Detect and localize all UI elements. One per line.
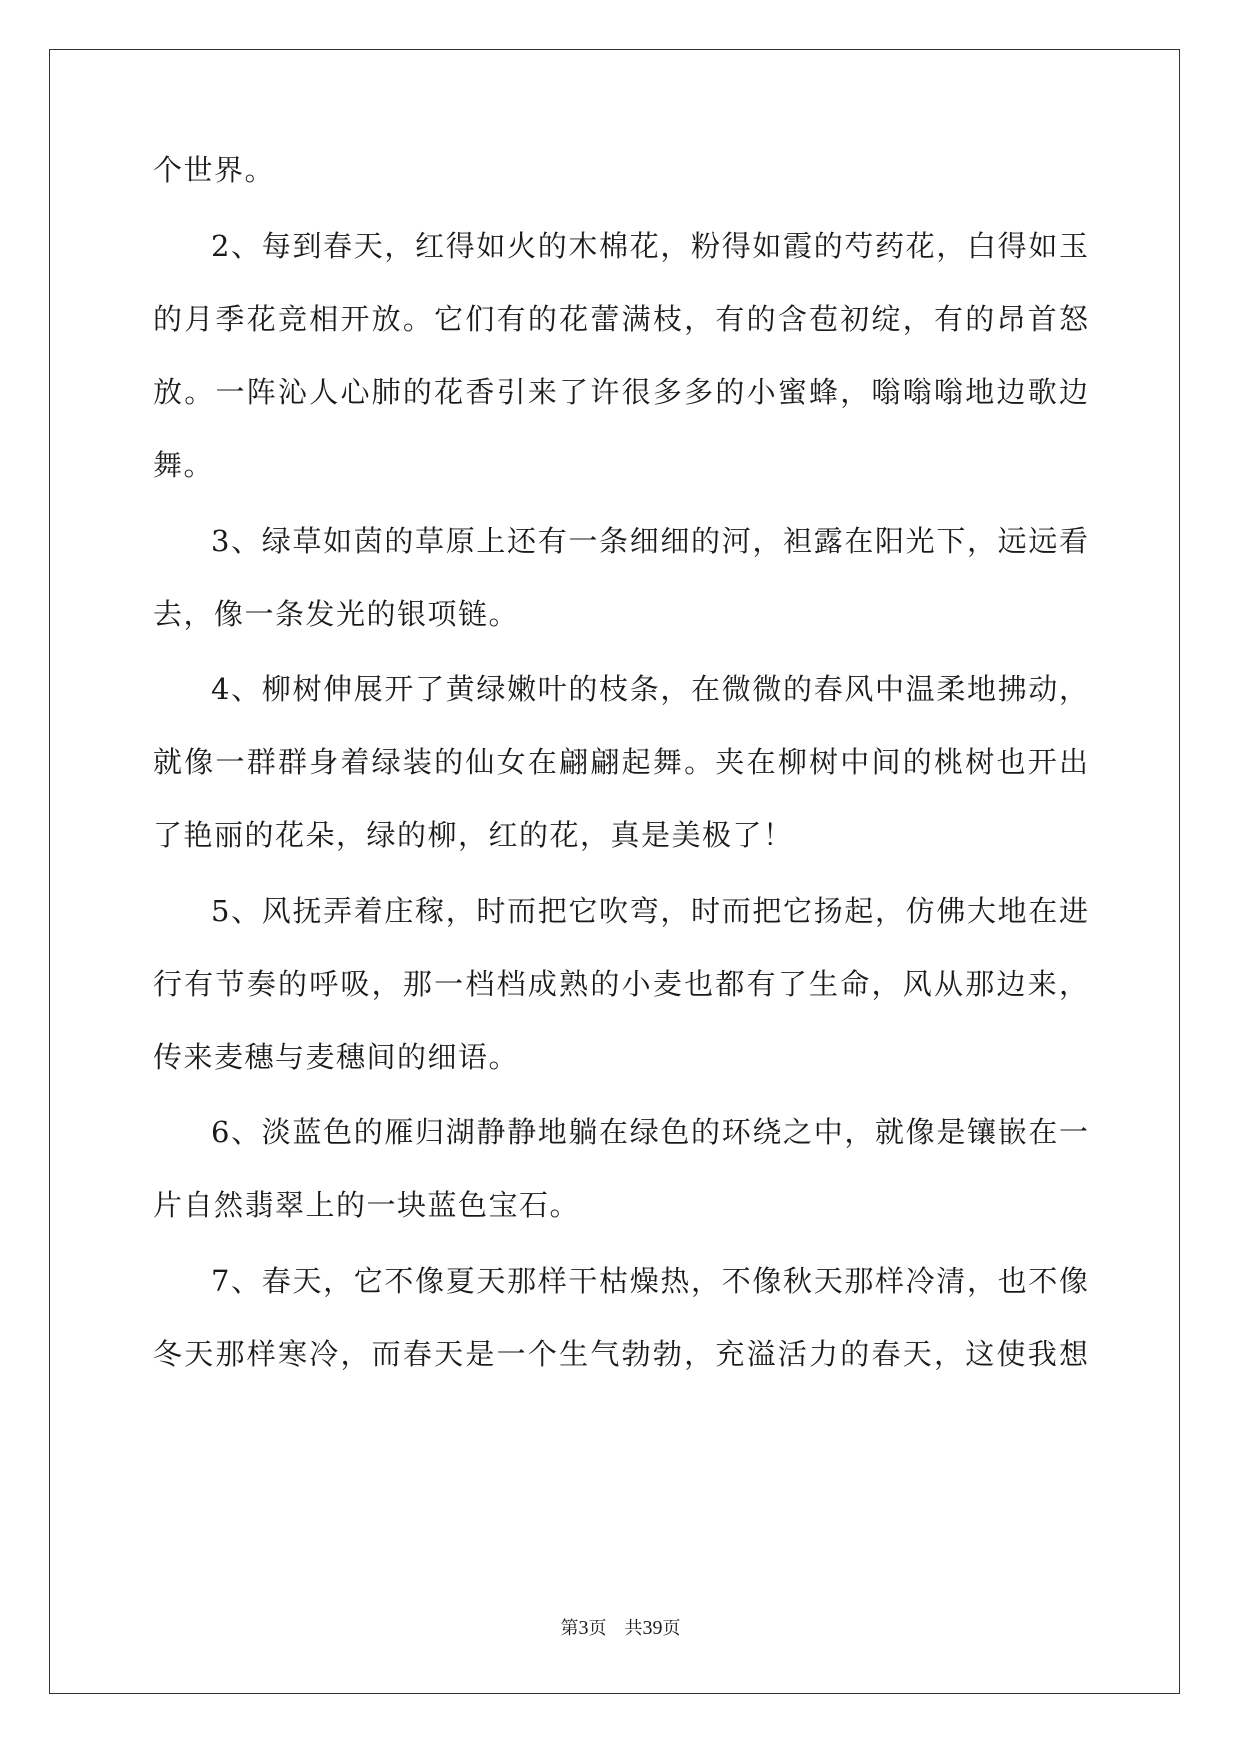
text-line: 个世界。 [153, 153, 276, 187]
current-page-number: 3 [578, 1617, 589, 1639]
text-line: 2、每到春天，红得如火的木棉花，粉得如霞的芍药花，白得如玉 [211, 229, 1088, 263]
text-line: 3、绿草如茵的草原上还有一条细细的河，袒露在阳光下，远远看 [211, 524, 1088, 558]
text-line: 就像一群群身着绿装的仙女在翩翩起舞。夹在柳树中间的桃树也开出 [153, 745, 1088, 779]
text-line: 传来麦穗与麦穗间的细语。 [153, 1040, 520, 1074]
text-line: 舞。 [153, 448, 215, 482]
footer-total-suffix: 页 [662, 1618, 681, 1639]
text-line: 6、淡蓝色的雁归湖静静地躺在绿色的环绕之中，就像是镶嵌在一 [211, 1115, 1088, 1149]
text-line: 行有节奏的呼吸，那一档档成熟的小麦也都有了生命，风从那边来， [153, 967, 1088, 1001]
text-line: 4、柳树伸展开了黄绿嫩叶的枝条，在微微的春风中温柔地拂动， [211, 672, 1088, 706]
text-line: 放。一阵沁人心肺的花香引来了许很多多的小蜜蜂，嗡嗡嗡地边歌边 [153, 375, 1088, 409]
footer-page-suffix: 页 [588, 1618, 607, 1639]
text-line: 冬天那样寒冷，而春天是一个生气勃勃，充溢活力的春天，这使我想 [153, 1337, 1088, 1371]
page-border [49, 49, 1180, 1694]
text-line: 的月季花竞相开放。它们有的花蕾满枝，有的含苞初绽，有的昂首怒 [153, 302, 1088, 336]
text-line: 7、春天，它不像夏天那样干枯燥热，不像秋天那样冷清，也不像 [211, 1264, 1088, 1298]
footer-total-prefix: 共 [624, 1618, 643, 1639]
footer-prefix: 第 [560, 1618, 579, 1639]
text-line: 5、风抚弄着庄稼，时而把它吹弯，时而把它扬起，仿佛大地在进 [211, 894, 1088, 928]
total-page-count: 39 [642, 1617, 663, 1639]
text-line: 片自然翡翠上的一块蓝色宝石。 [153, 1188, 581, 1222]
text-line: 了艳丽的花朵，绿的柳，红的花，真是美极了！ [153, 818, 794, 852]
page-footer [0, 1616, 1241, 1641]
text-line: 去，像一条发光的银项链。 [153, 597, 520, 631]
